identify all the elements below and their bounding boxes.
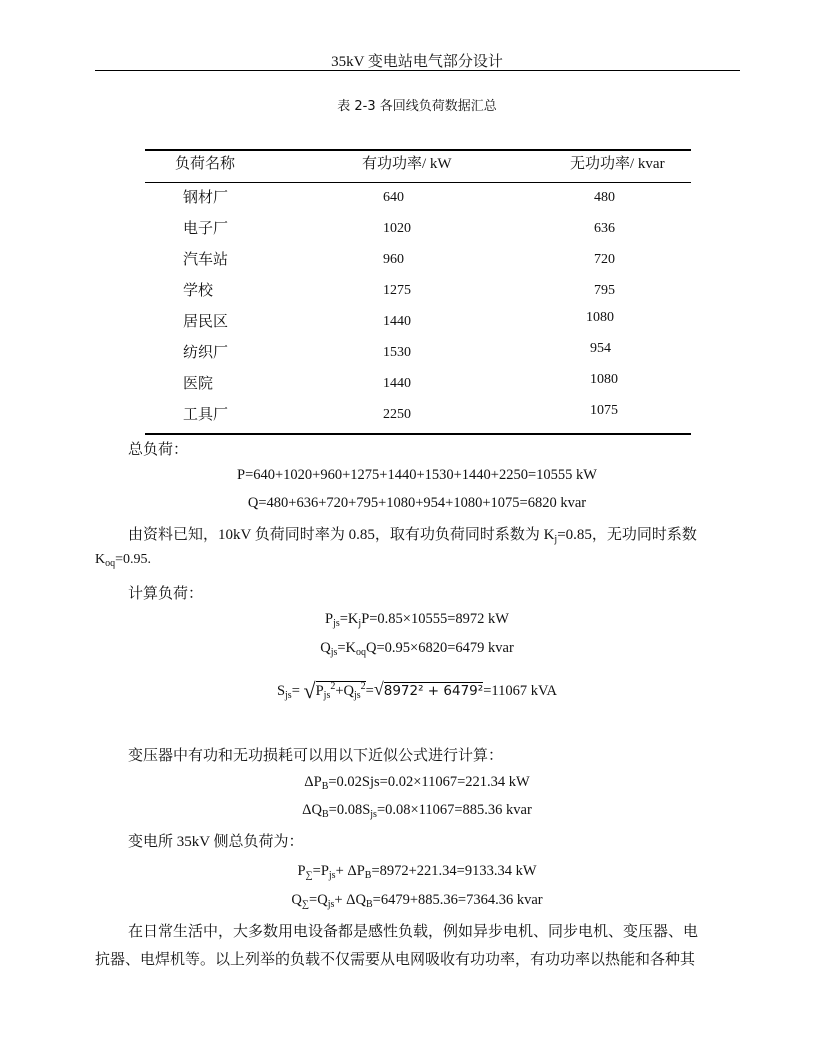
side-load-label: 变电所 35kV 侧总负荷为： <box>128 834 304 850</box>
table-cell-active-power: 640 <box>383 190 404 205</box>
table-cell-active-power: 1440 <box>383 376 411 391</box>
equation-sjs: $S_{js}= √P_{js}^2+Q_{js}^2=√8972^2 + 6479^2=11067$ kVA <box>276 678 558 703</box>
table-header-rule <box>145 182 691 183</box>
header-rule <box>95 70 740 71</box>
loss-label: 变压器中有功和无功损耗可以用以下近似公式进行计算： <box>128 748 504 764</box>
table-cell-active-power: 1440 <box>383 314 411 329</box>
paragraph-inductive-line2: 抗器、电焊机等。以上列举的负载不仅需要从电网吸收有功功率，有功功率以热能和各种其 <box>95 952 696 968</box>
table-cell-name: 医院 <box>183 376 214 392</box>
table-cell-reactive-power: 1080 <box>586 310 614 325</box>
table-caption: 表 2-3 各回线负荷数据汇总 <box>337 99 497 114</box>
page-header: 35kV 变电站电气部分设计 <box>331 54 503 70</box>
equation-total-q: Q=480+636+720+795+1080+954+1080+1075=6820 kvar <box>247 495 587 511</box>
equation-total-p: P=640+1020+960+1275+1440+1530+1440+2250=10555 kW <box>237 467 597 483</box>
table-cell-reactive-power: 480 <box>594 190 615 205</box>
table-cell-reactive-power: 720 <box>594 252 615 267</box>
paragraph-inductive-line1: 在日常生活中，大多数用电设备都是感性负载，例如异步电机、同步电机、变压器、电 <box>128 924 699 940</box>
table-top-rule <box>145 149 691 151</box>
total-load-label: 总负荷： <box>128 442 189 458</box>
column-header-reactive-power: 无功功率/ kvar <box>570 156 665 172</box>
equation-qsum: $Q_\sum=Q_{js}+ \Delta Q_B=6479+885.36=7364.36$ kvar <box>291 892 543 910</box>
column-header-name: 负荷名称 <box>175 156 236 172</box>
table-cell-reactive-power: 1075 <box>590 403 618 418</box>
equation-qjs: $Q_{js}=K_{oq}Q=0.95\times 6820=6479$ kvar <box>320 640 514 658</box>
table-cell-active-power: 960 <box>383 252 404 267</box>
equation-pjs: $P_{js}=K_jP=0.85\times 10555=8972$ kW <box>325 611 509 629</box>
table-cell-active-power: 1020 <box>383 221 411 236</box>
table-cell-active-power: 1530 <box>383 345 411 360</box>
table-cell-name: 工具厂 <box>183 407 229 423</box>
column-header-active-power: 有功功率/ kW <box>362 156 452 172</box>
equation-delta-qb: $\Delta Q_B=0.08S_{js}=0.08\times 11067=885.36$ kvar <box>302 802 532 820</box>
table-cell-active-power: 1275 <box>383 283 411 298</box>
table-cell-reactive-power: 795 <box>594 283 615 298</box>
table-cell-name: 学校 <box>183 283 214 299</box>
calc-load-label: 计算负荷： <box>128 586 204 602</box>
table-cell-name: 纺织厂 <box>183 345 229 361</box>
table-cell-active-power: 2250 <box>383 407 411 422</box>
table-cell-name: 钢材厂 <box>183 190 229 206</box>
equation-delta-pb: $\Delta P_B=0.02Sjs=0.02\times 11067=221.34$ kW <box>304 774 530 792</box>
table-cell-name: 居民区 <box>183 314 229 330</box>
table-cell-reactive-power: 954 <box>590 341 611 356</box>
table-cell-name: 汽车站 <box>183 252 229 268</box>
paragraph-coefficients-line2: $K_{oq}=0.95$. <box>95 552 152 569</box>
sqrt-symbol-2: √8972² + 6479² <box>373 679 484 699</box>
table-bottom-rule <box>145 433 691 435</box>
sqrt-symbol-1: $√P_{js}^2+Q_{js}^2$ <box>303 678 366 703</box>
table-cell-reactive-power: 1080 <box>590 372 618 387</box>
table-cell-reactive-power: 636 <box>594 221 615 236</box>
equation-psum: $P_\sum=P_{js}+ \Delta P_B=8972+221.34=9133.34$ kW <box>297 863 537 881</box>
paragraph-coefficients-line1: 由资料已知，10kV 负荷同时率为 0.85，取有功负荷同时系数为 $K_j=0.85$，无功同时系数 <box>128 527 697 545</box>
table-cell-name: 电子厂 <box>183 221 229 237</box>
